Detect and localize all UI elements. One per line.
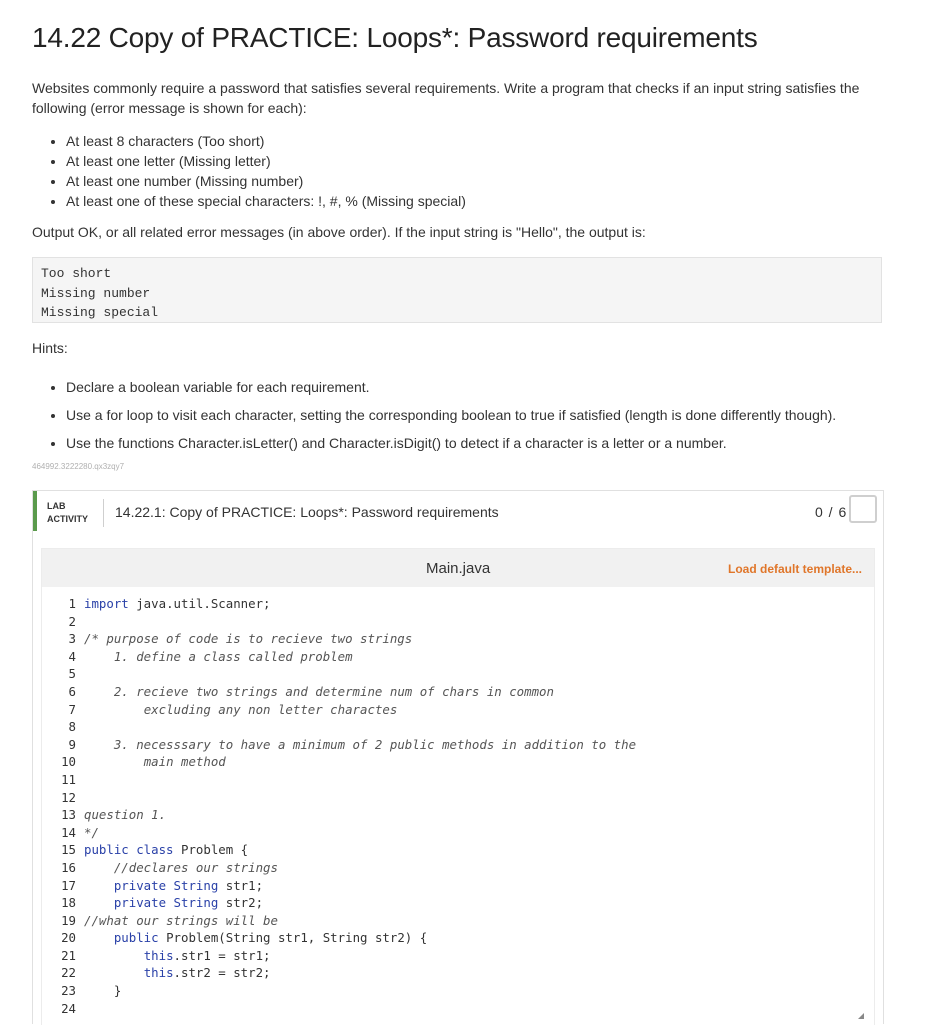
list-item: • At least one of these special characters: !, #, % (Missing special) — [66, 191, 466, 211]
code-line[interactable] — [42, 982, 874, 1000]
line-number: 5 — [68, 666, 76, 682]
code-token: str1; — [218, 877, 264, 893]
code-keyword: import — [84, 596, 129, 611]
line-number: 12 — [61, 789, 76, 805]
code-keyword: this — [143, 947, 174, 963]
code-line[interactable] — [42, 1000, 874, 1015]
page-title: 14.22 Copy of PRACTICE: Loops*: Password requirements — [32, 22, 758, 53]
code-line[interactable] — [42, 665, 874, 683]
code-line[interactable] — [42, 630, 874, 648]
code-line[interactable] — [42, 841, 874, 859]
code-comment: /* purpose of code is to recieve two strings — [84, 631, 413, 647]
code-line[interactable] — [42, 947, 874, 965]
line-number: 6 — [68, 683, 76, 699]
content-id: 464992.3222280.qx3zqy7 — [32, 462, 125, 471]
code-line[interactable] — [42, 806, 874, 824]
line-number: 15 — [61, 842, 76, 858]
code-line[interactable] — [42, 718, 874, 736]
code-text — [84, 648, 353, 666]
line-number: 13 — [61, 807, 76, 823]
code-text — [84, 912, 278, 930]
divider — [103, 499, 104, 527]
line-number: 19 — [61, 912, 76, 928]
line-number: 21 — [61, 947, 76, 963]
code-keyword: private String — [113, 877, 219, 893]
line-number: 8 — [68, 719, 76, 735]
list-item: • Use the functions Character.isLetter() and Character.isDigit() to detect if a character is a letter or a number. — [66, 429, 836, 457]
sample-output-line: Missing special — [41, 305, 159, 320]
list-item: • At least 8 characters (Too short) — [66, 131, 466, 151]
code-text — [84, 894, 263, 912]
code-token: Problem(String str1, String str2) { — [158, 930, 428, 946]
line-number: 23 — [61, 983, 76, 999]
lab-score: 0 / 6 — [815, 504, 848, 520]
hints-list — [48, 373, 836, 457]
load-default-template-link[interactable]: Load default template... — [728, 562, 863, 576]
file-name: Main.java — [426, 560, 491, 577]
code-line[interactable] — [42, 701, 874, 719]
code-line[interactable] — [42, 613, 874, 631]
code-line[interactable] — [42, 824, 874, 842]
code-line[interactable] — [42, 595, 874, 613]
line-number: 4 — [68, 648, 76, 664]
code-line[interactable] — [42, 736, 874, 754]
code-text — [84, 964, 271, 982]
line-number: 9 — [68, 736, 76, 752]
code-line[interactable] — [42, 964, 874, 982]
code-line[interactable] — [42, 753, 874, 771]
code-text — [84, 630, 412, 648]
code-line[interactable] — [42, 648, 874, 666]
sample-output-box — [32, 257, 882, 323]
code-text — [84, 929, 427, 947]
line-number: 14 — [61, 824, 76, 840]
list-item: • At least one number (Missing number) — [66, 171, 466, 191]
line-number: 7 — [68, 701, 76, 717]
line-number: 20 — [61, 930, 76, 946]
code-text — [84, 841, 248, 859]
line-number: 16 — [61, 859, 76, 875]
code-keyword: private String — [113, 895, 219, 911]
lab-activity — [32, 490, 884, 1024]
lab-header — [33, 491, 887, 531]
lab-tag-line: ACTIVITY — [47, 514, 89, 524]
lab-activity-tag — [47, 500, 88, 526]
code-comment: 3. necesssary to have a minimum of 2 public methods in addition to the — [113, 736, 637, 752]
sample-output-line: Too short — [41, 266, 112, 281]
code-text — [84, 824, 99, 842]
code-keyword: this — [143, 965, 174, 981]
code-text — [84, 683, 554, 701]
code-comment: main method — [143, 754, 226, 770]
line-number: 3 — [68, 631, 76, 647]
code-comment: //what our strings will be — [84, 912, 278, 928]
line-number: 24 — [61, 1000, 76, 1015]
code-token: .str1 = str1; — [173, 947, 271, 963]
code-token: .str2 = str2; — [173, 965, 271, 981]
code-line[interactable] — [42, 771, 874, 789]
lab-title: 14.22.1: Copy of PRACTICE: Loops*: Password requirements — [115, 504, 499, 520]
code-token: } — [113, 983, 122, 999]
requirements-list — [48, 131, 466, 211]
code-token: Problem { — [173, 842, 249, 858]
completion-checkbox-icon — [849, 495, 877, 523]
lab-tag-line: LAB — [47, 501, 66, 511]
code-line[interactable] — [42, 894, 874, 912]
list-item: • Use a for loop to visit each character, setting the corresponding boolean to true if satisfied (length is done differently though). — [66, 401, 836, 429]
output-description: Output OK, or all related error messages (in above order). If the input string is "Hello", the output is: — [32, 224, 646, 240]
code-line[interactable] — [42, 877, 874, 895]
code-text — [84, 982, 121, 1000]
list-item: • Declare a boolean variable for each requirement. — [66, 373, 836, 401]
code-text — [84, 947, 271, 965]
list-item: • At least one letter (Missing letter) — [66, 151, 466, 171]
code-comment: 2. recieve two strings and determine num of chars in common — [113, 683, 554, 699]
code-line[interactable] — [42, 929, 874, 947]
code-editor[interactable] — [41, 548, 875, 1025]
code-comment: question 1. — [84, 807, 167, 823]
code-line[interactable] — [42, 859, 874, 877]
code-line[interactable] — [42, 789, 874, 807]
code-text — [84, 701, 397, 719]
intro-paragraph: Websites commonly require a password that satisfies several requirements. Write a program that checks if an input string satisfies the following (error message is shown for each): — [32, 80, 860, 116]
code-comment: excluding any non letter charactes — [143, 701, 398, 717]
code-line[interactable] — [42, 912, 874, 930]
code-text — [84, 877, 263, 895]
code-token: java.util.Scanner; — [128, 596, 271, 611]
code-area[interactable] — [42, 595, 874, 1015]
resize-handle-icon[interactable] — [858, 1013, 864, 1019]
code-text — [84, 806, 166, 824]
code-comment: */ — [84, 824, 99, 840]
code-text — [84, 736, 636, 754]
sample-output-line: Missing number — [41, 285, 151, 301]
line-number: 1 — [68, 596, 76, 611]
code-text — [84, 595, 271, 613]
editor-toolbar — [42, 549, 874, 587]
code-line[interactable] — [42, 683, 874, 701]
code-text — [84, 859, 278, 877]
hints-label: Hints: — [32, 340, 68, 356]
line-number: 11 — [61, 771, 76, 787]
code-token: str2; — [218, 895, 264, 911]
line-number: 18 — [61, 895, 76, 911]
code-comment: 1. define a class called problem — [113, 648, 353, 664]
code-text — [84, 753, 226, 771]
code-keyword: public — [113, 930, 159, 946]
line-number: 22 — [61, 965, 76, 981]
code-comment: //declares our strings — [113, 859, 278, 875]
code-keyword: public class — [84, 842, 174, 858]
line-number: 2 — [68, 613, 76, 629]
line-number: 17 — [61, 877, 76, 893]
line-number: 10 — [61, 754, 76, 770]
